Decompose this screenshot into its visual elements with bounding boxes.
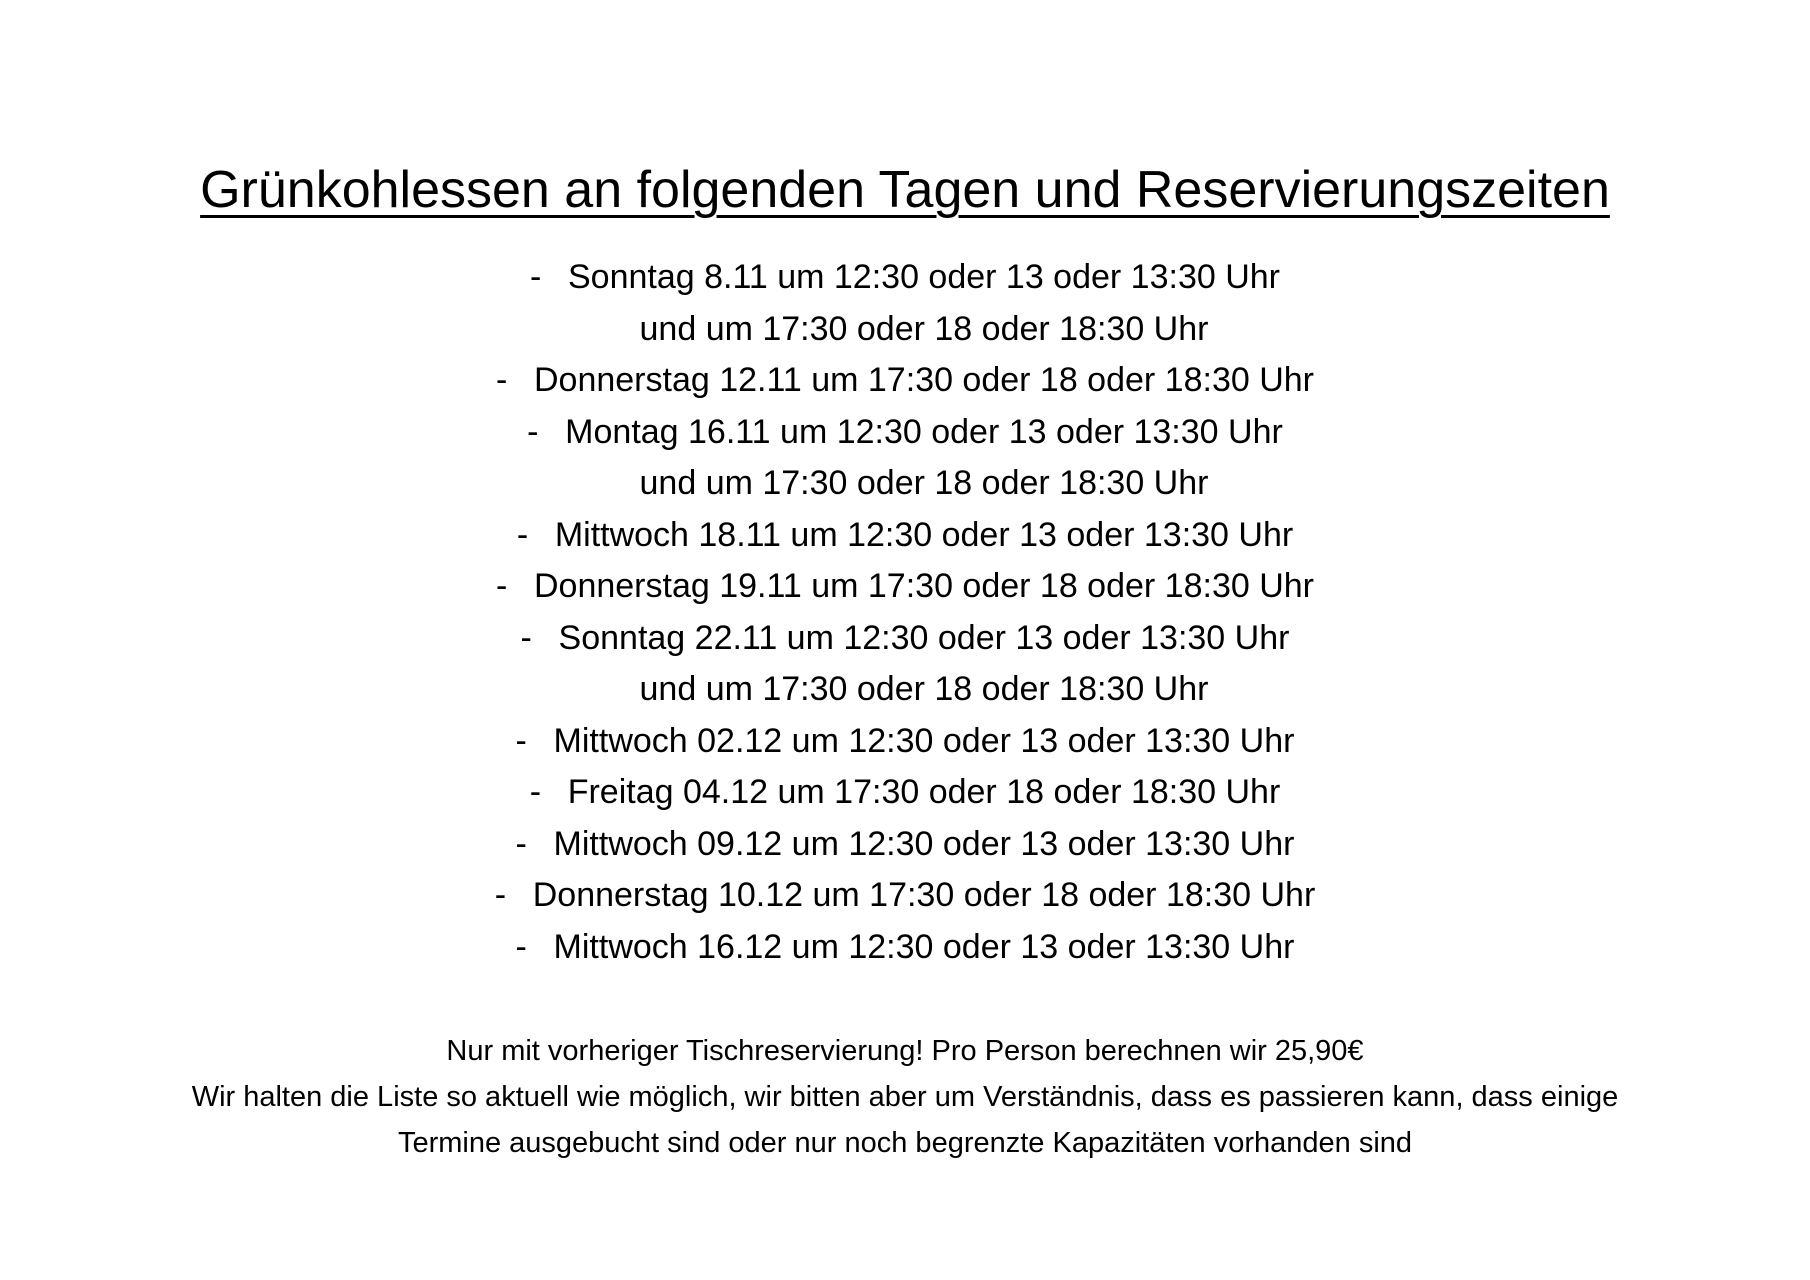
list-item-continuation — [0, 664, 1810, 716]
list-dash: - — [515, 721, 527, 760]
list-item-text: Mittwoch 02.12 um 12:30 oder 13 oder 13:30 Uhr — [553, 721, 1295, 760]
list-dash: - — [515, 824, 527, 863]
list-item-text: Mittwoch 09.12 um 12:30 oder 13 oder 13:30 Uhr — [553, 824, 1295, 863]
list-item — [0, 716, 1810, 768]
list-dash: - — [515, 927, 527, 966]
list-item-text: und um 17:30 oder 18 oder 18:30 Uhr — [639, 309, 1209, 348]
list-item — [0, 407, 1810, 459]
list-item — [0, 870, 1810, 922]
list-item-continuation — [0, 458, 1810, 510]
list-item-text: Mittwoch 18.11 um 12:30 oder 13 oder 13:30 Uhr — [554, 515, 1294, 554]
list-item — [0, 767, 1810, 819]
list-item-text: und um 17:30 oder 18 oder 18:30 Uhr — [639, 670, 1209, 708]
list-item-continuation — [0, 304, 1810, 356]
list-item-text: Donnerstag 12.11 um 17:30 oder 18 oder 18:30 Uhr — [533, 361, 1314, 399]
list-item — [0, 510, 1810, 562]
list-dash: - — [520, 618, 532, 657]
list-item — [0, 355, 1810, 407]
list-dash: - — [529, 773, 542, 811]
list-dash: - — [494, 876, 507, 914]
list-item — [0, 613, 1810, 665]
list-item-text: Freitag 04.12 um 17:30 oder 18 oder 18:30 Uhr — [567, 773, 1281, 811]
list-item — [0, 819, 1810, 871]
note-reservation: Nur mit vorheriger Tischreservierung! Pro Person berechnen wir 25,90€ — [446, 1035, 1364, 1067]
list-item-text: Sonntag 22.11 um 12:30 oder 13 oder 13:30 Uhr — [558, 618, 1290, 657]
list-dash: - — [495, 361, 508, 399]
note-list-disclaimer: Wir halten die Liste so aktuell wie möglich, wir bitten aber um Verständnis, dass es passieren kann, dass einige — [191, 1081, 1619, 1113]
list-item — [0, 922, 1810, 974]
schedule-list — [0, 252, 1810, 973]
list-item-text: Sonntag 8.11 um 12:30 oder 13 oder 13:30 Uhr — [568, 258, 1280, 296]
page-title: Grünkohlessen an folgenden Tagen und Reservierungszeiten — [200, 161, 1610, 219]
list-dash: - — [527, 412, 539, 451]
list-item — [0, 561, 1810, 613]
list-item-text: und um 17:30 oder 18 oder 18:30 Uhr — [639, 464, 1209, 502]
list-dash: - — [516, 515, 529, 554]
note-availability: Termine ausgebucht sind oder nur noch begrenzte Kapazitäten vorhanden sind — [397, 1127, 1413, 1159]
list-item-text: Donnerstag 19.11 um 17:30 oder 18 oder 18:30 Uhr — [533, 567, 1314, 605]
list-dash: - — [495, 567, 508, 605]
list-item-text: Mittwoch 16.12 um 12:30 oder 13 oder 13:30 Uhr — [553, 927, 1295, 966]
list-item-text: Donnerstag 10.12 um 17:30 oder 18 oder 18:30 Uhr — [532, 876, 1316, 914]
list-dash: - — [530, 258, 542, 296]
list-item-text: Montag 16.11 um 12:30 oder 13 oder 13:30 Uhr — [565, 412, 1283, 451]
list-item — [0, 252, 1810, 304]
